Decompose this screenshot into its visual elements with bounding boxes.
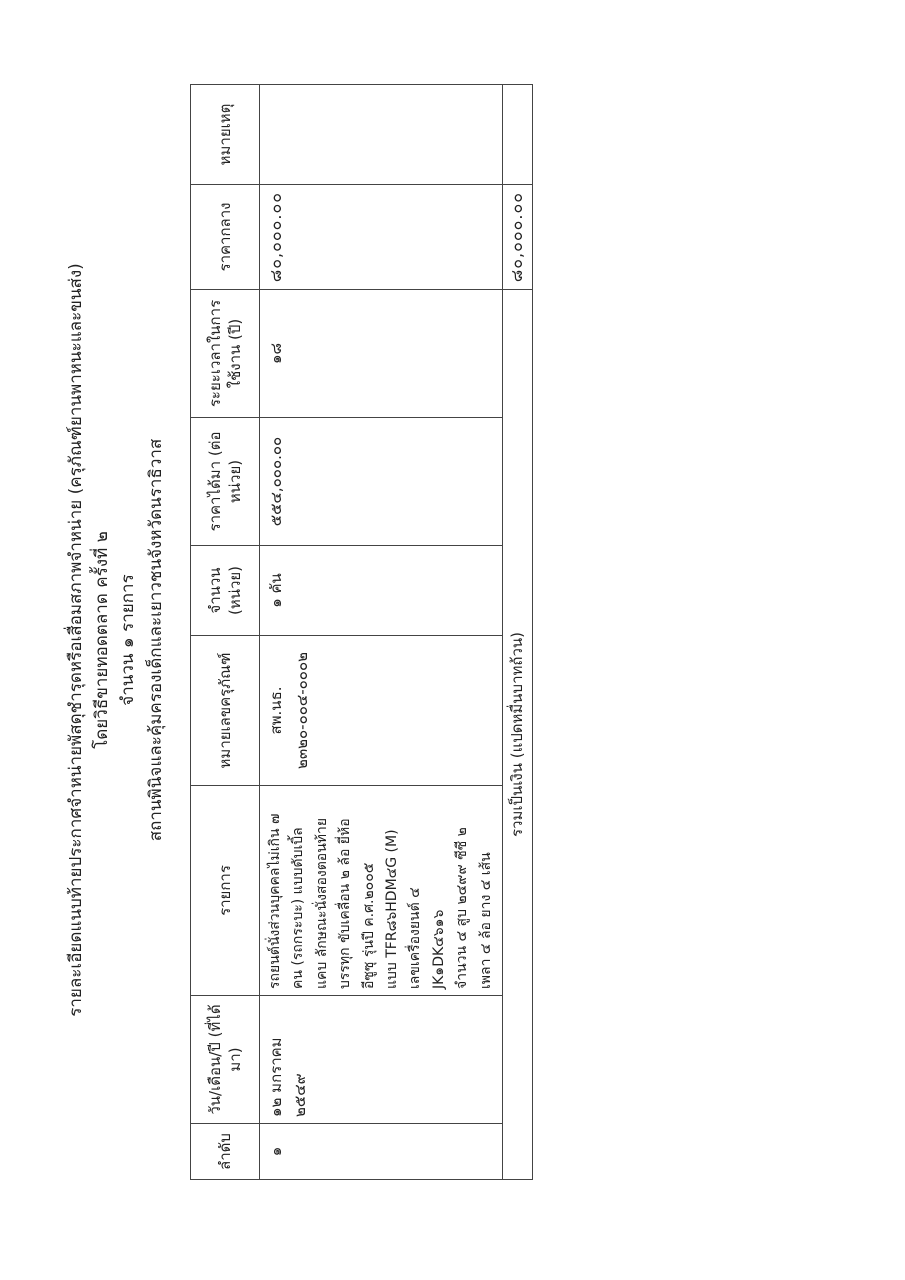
serial-line-2: ๒๓๒๐-๐๐๔-๐๐๐๒ xyxy=(293,651,311,770)
heading-line-3: จำนวน ๑ รายการ xyxy=(118,574,138,706)
item-line: เลขเครื่องยนต์ ๔ xyxy=(407,887,424,989)
col-header-no: ลำดับ xyxy=(191,1124,260,1180)
cell-mid-price: ๘๐,๐๐๐.๐๐ xyxy=(260,185,503,290)
header-row xyxy=(191,85,260,1180)
item-line: เพลา ๔ ล้อ ยาง ๔ เส้น xyxy=(477,852,494,989)
col-header-item: รายการ xyxy=(191,786,260,996)
item-line: บรรทุก ขับเคลื่อน ๒ ล้อ ยี่ห้อ xyxy=(337,818,354,989)
col-header-date: วัน/เดือน/ปี (ที่ได้มา) xyxy=(191,996,260,1124)
total-label: รวมเป็นเงิน (แปดหมื่นบาทถ้วน) xyxy=(503,290,533,1180)
item-line: JK๑DK๔๖๑๖ xyxy=(430,909,447,989)
item-line: คน (รถกระบะ) แบบดับเบิ้ล xyxy=(290,827,307,989)
cell-serial xyxy=(260,636,503,786)
cell-date: ๑๒ มกราคม ๒๕๔๙ xyxy=(260,996,503,1124)
col-header-note: หมายเหตุ xyxy=(191,85,260,185)
total-row xyxy=(503,85,533,1180)
item-line: แบบ TFR๘๖HDM๔G (M) xyxy=(384,829,401,989)
col-header-mid-price: ราคากลาง xyxy=(191,185,260,290)
col-header-years: ระยะเวลาในการ ใช้งาน (ปี) xyxy=(191,290,260,418)
cell-years: ๑๘ xyxy=(260,290,503,418)
item-line: รถยนต์นั่งส่วนบุคคลไม่เกิน ๗ xyxy=(267,813,283,989)
disposal-table xyxy=(190,84,533,1180)
cell-no: ๑ xyxy=(260,1124,503,1180)
col-header-serial: หมายเลขครุภัณฑ์ xyxy=(191,636,260,786)
total-amount: ๘๐,๐๐๐.๐๐ xyxy=(503,185,533,290)
table-row xyxy=(260,85,503,1180)
col-header-unit-price: ราคาได้มา (ต่อหน่วย) xyxy=(191,418,260,546)
total-note-cell xyxy=(503,85,533,185)
cell-qty: ๑ คัน xyxy=(260,546,503,636)
heading-line-1: รายละเอียดแนบท้ายประกาศจำหน่ายพัสดุชำรุดหรือเสื่อมสภาพจำหน่าย (ครุภัณฑ์ยานพาหนะและขนส่ง) xyxy=(66,263,86,1017)
item-line: อีซูซุ รุ่นปี ค.ศ.๒๐๐๕ xyxy=(360,862,377,989)
heading-line-4: สถานพินิจและคุ้มครองเด็กและเยาวชนจังหวัดนราธิวาส xyxy=(146,438,166,842)
item-line: จำนวน ๔ สูบ ๒๔๙๙ ซีซี ๒ xyxy=(454,827,471,989)
cell-unit-price: ๕๕๔,๐๐๐.๐๐ xyxy=(260,418,503,546)
heading-line-2: โดยวิธีขายทอดตลาด ครั้งที่ ๒ xyxy=(92,531,112,749)
cell-note xyxy=(260,85,503,185)
serial-line-1: สพ.นธ. xyxy=(267,686,285,735)
col-header-qty: จำนวน (หน่วย) xyxy=(191,546,260,636)
cell-item xyxy=(260,786,503,996)
item-line: แคบ ลักษณะนั่งสองตอนท้าย xyxy=(313,817,330,989)
